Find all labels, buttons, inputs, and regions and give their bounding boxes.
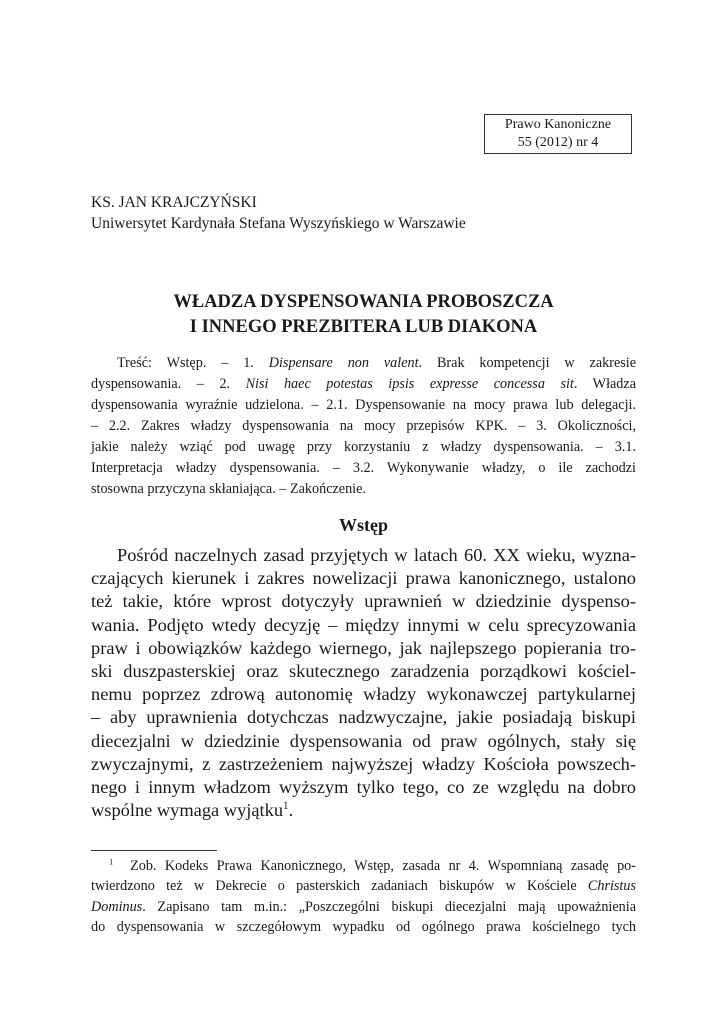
contents-line: – 2.2. Zakres władzy dyspensowania na mocy przepisów KPK. – 3. Okoliczności, <box>91 418 636 434</box>
body-line: czających kierunek i zakres nowelizacji prawa kanonicznego, ustalono <box>91 568 636 589</box>
journal-name: Prawo Kanoniczne <box>504 117 612 132</box>
contents-line: Treść: Wstęp. – 1. Dispensare non valent. Brak kompetencji w zakresie <box>117 355 637 371</box>
footnote-line: twierdzono też w Dekrecie o pasterskich zadaniach biskupów w Kościele Christus <box>91 878 636 895</box>
contents-line: Interpretacja władzy dyspensowania. – 3.2. Wykonywanie władzy, o ile zachodzi <box>91 460 636 476</box>
section-heading: Wstęp <box>339 515 388 535</box>
author-affiliation: Uniwersytet Kardynała Stefana Wyszyńskiego w Warszawie <box>91 215 466 232</box>
footnote <box>91 856 636 938</box>
footnote-line: Dominus. Zapisano tam m.in.: „Poszczególni biskupi diecezjalni mają upoważnienia <box>91 898 636 915</box>
body-line: praw i obowiązków każdego wiernego, jak najlepszego popierania tro- <box>91 637 636 658</box>
body-line: nemu poprzez zdrową autonomię władzy wykonawczej partykularnej <box>91 684 636 705</box>
body-line: zwyczajnymi, z zastrzeżeniem najwyższej władzy Kościoła powszech- <box>91 753 636 774</box>
table-of-contents <box>91 353 636 500</box>
title-line-2: I INNEGO PREZBITERA LUB DIAKONA <box>189 317 538 337</box>
body-paragraph <box>91 544 636 822</box>
body-line: wania. Podjęto wtedy decyzję – między innymi w celu sprecyzowania <box>91 614 636 635</box>
footnote-line: do dyspensowania w szczegółowym wypadku od ogólnego prawa kościelnego tych <box>91 919 636 936</box>
body-line: diecezjalni w dziedzinie dyspensowania od praw ogólnych, stały się <box>91 730 636 751</box>
contents-line: stosowna przyczyna skłaniająca. – Zakończenie. <box>91 481 366 497</box>
author-block <box>91 192 466 234</box>
body-line: też takie, które wprost dotyczyły uprawnień w dziedzinie dyspenso- <box>91 591 636 612</box>
body-line: nego i innym władzom wyższym tylko tego, co ze względu na dobro <box>91 777 636 798</box>
body-line: ski duszpasterskiej oraz skutecznego zaradzenia porządkowi kościel- <box>91 661 636 682</box>
author-name: KS. JAN KRAJCZYŃSKI <box>91 194 257 211</box>
body-line: – aby uprawnienia dotychczas nadzwyczajne, jakie posiadają biskupi <box>91 707 636 728</box>
contents-line: dyspensowania. – 2. Nisi haec potestas ipsis expresse concessa sit. Władza <box>91 376 636 392</box>
title-line-1: WŁADZA DYSPENSOWANIA PROBOSZCZA <box>173 292 554 312</box>
footnote-mark: 1 <box>109 856 114 867</box>
contents-line: dyspensowania wyraźnie udzielona. – 2.1. Dyspensowanie na mocy prawa lub delegacji. <box>91 397 636 413</box>
body-line: Pośród naczelnych zasad przyjętych w latach 60. XX wieku, wyzna- <box>117 545 636 565</box>
footnote-divider <box>91 850 217 851</box>
footnote-reference[interactable]: 1 <box>283 800 289 813</box>
contents-line: jakie należy wziąć pod uwagę przy korzystaniu z władzy dyspensowania. – 3.1. <box>91 439 636 455</box>
body-line: wspólne wymaga wyjątku$^1$. <box>91 800 294 821</box>
journal-issue: 55 (2012) nr 4 <box>517 135 599 150</box>
article-title <box>91 290 636 340</box>
journal-reference-box <box>484 114 632 154</box>
footnote-line: $^1$ Zob. Kodeks Prawa Kanonicznego, Wstęp, zasada nr 4. Wspomnianą zasadę po- <box>109 856 636 874</box>
